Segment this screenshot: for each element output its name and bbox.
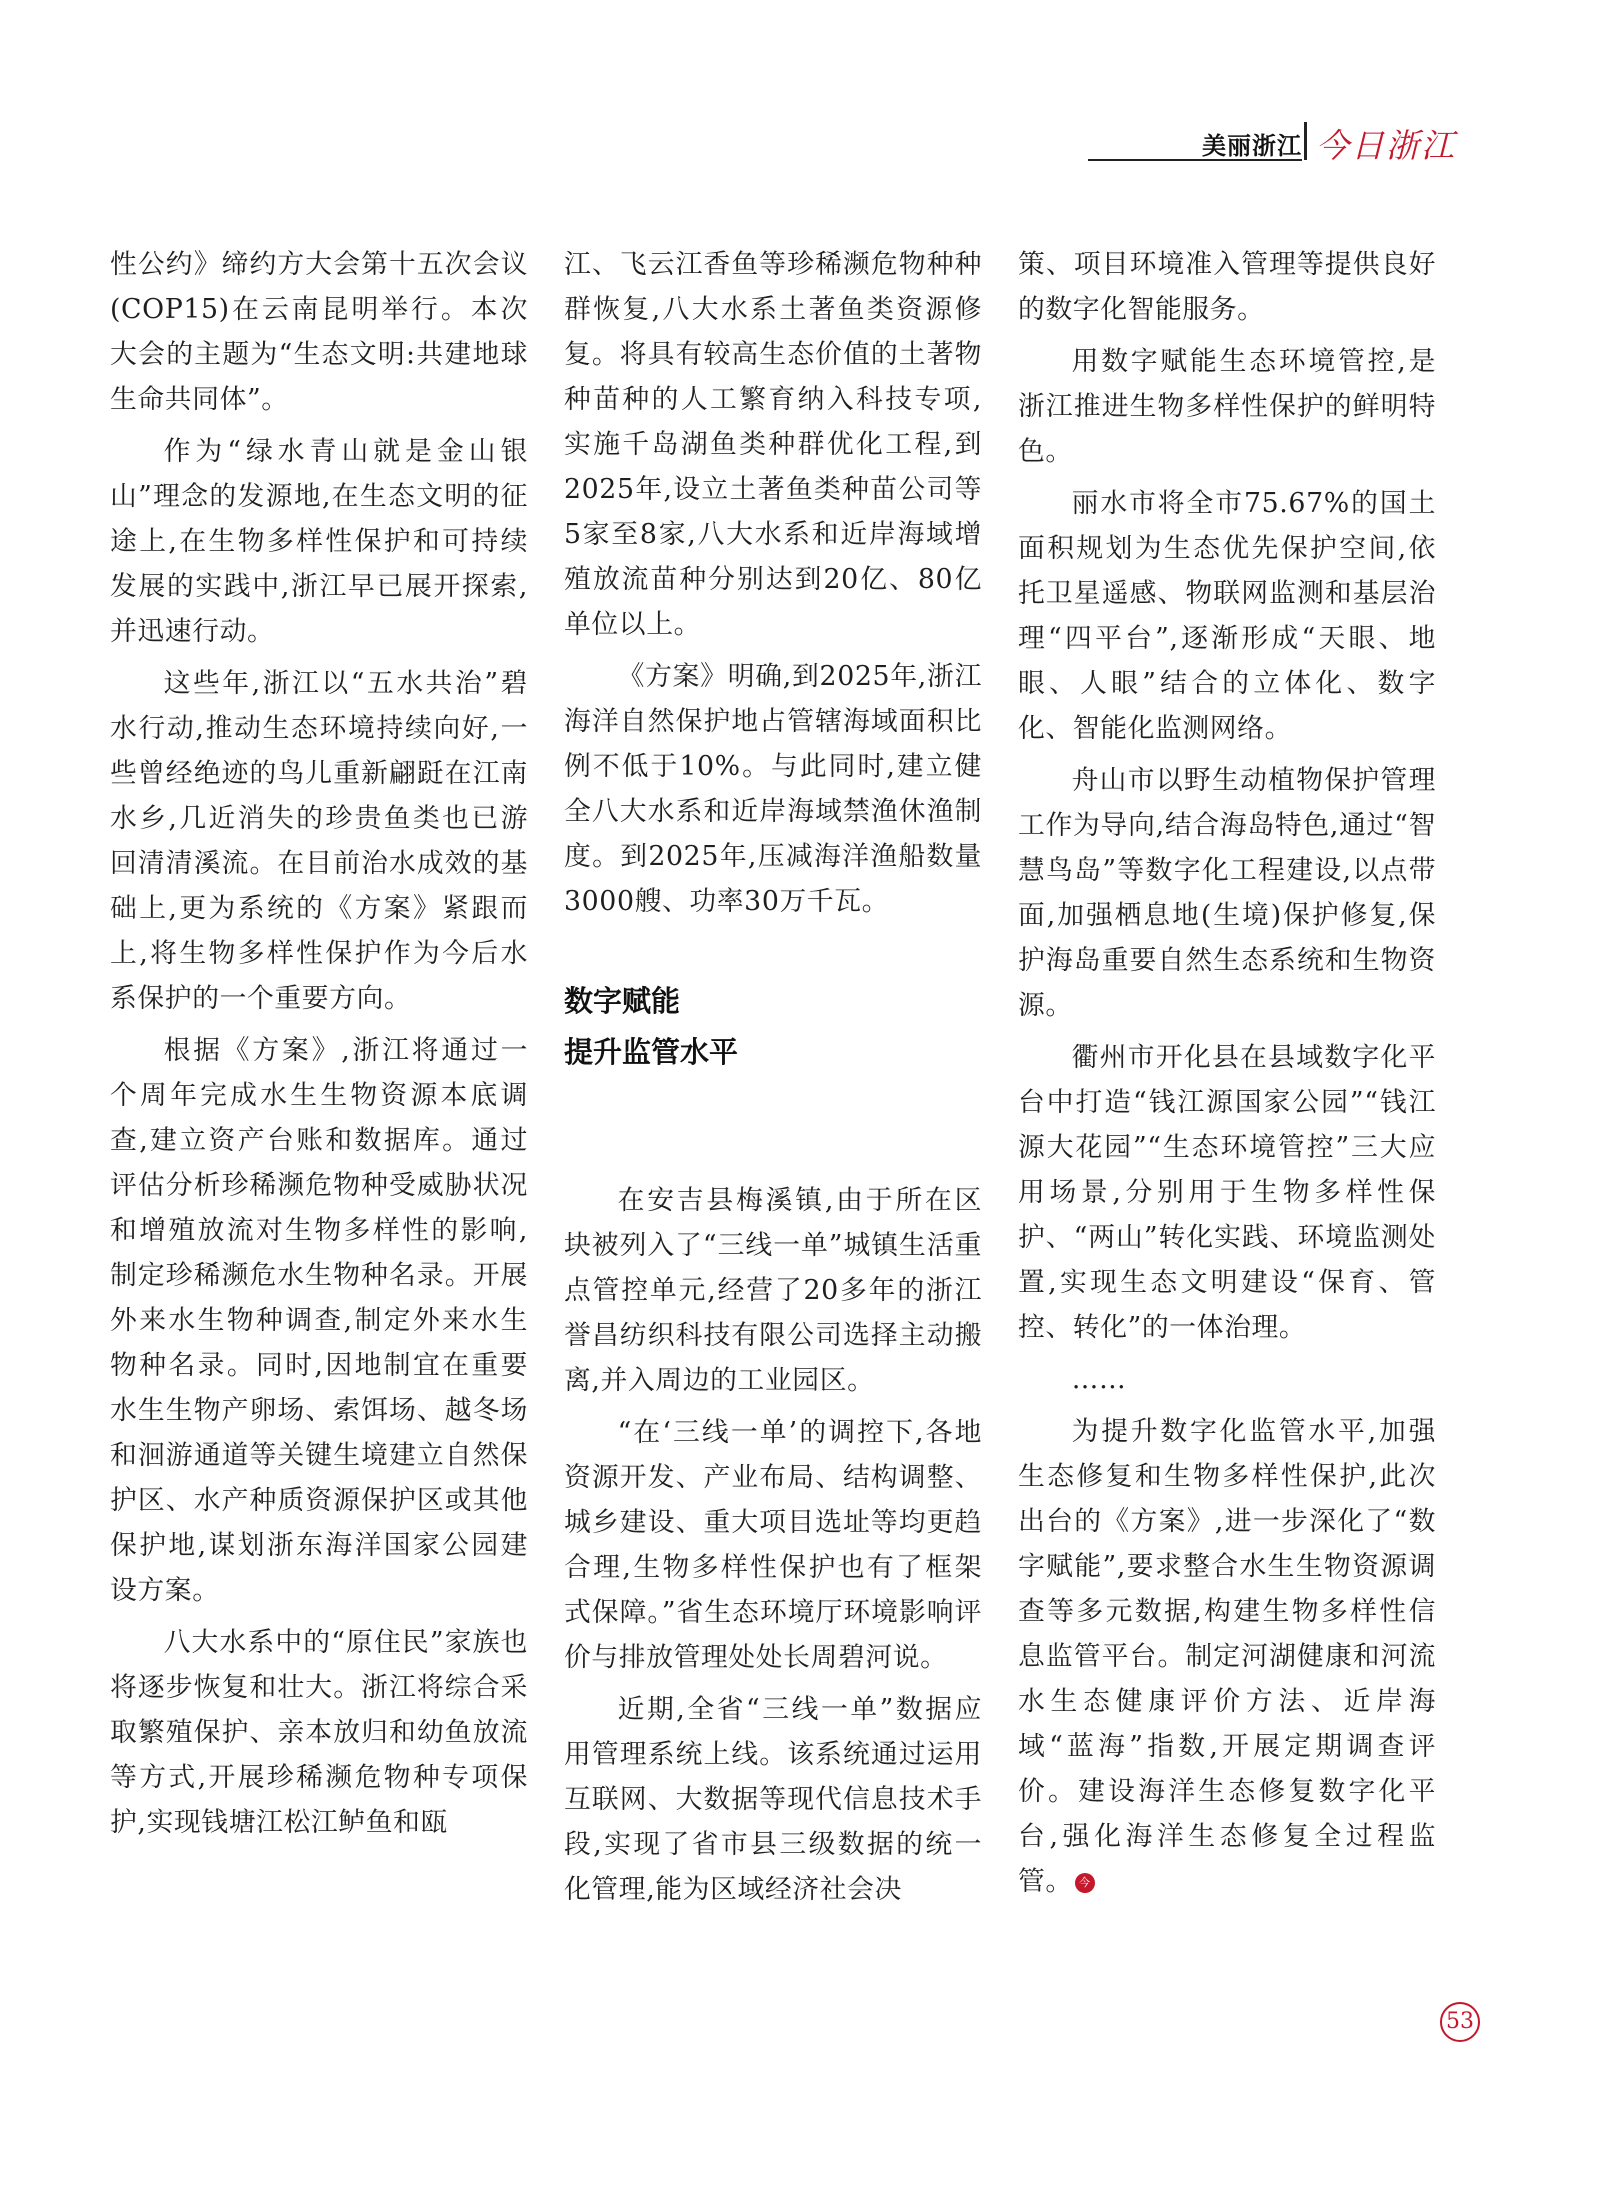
final-paragraph-text: 为提升数字化监管水平,加强生态修复和生物多样性保护,此次出台的《方案》,进一步深化了“数字赋能”,要求整合水生生物资源调查等多元数据,构建生物多样性信息监管平台。制定河湖健康和河流水生态健康评价方法、近岸海域“蓝海”指数,开展定期调查评价。建设海洋生态修复数字化平台,强化海洋生态修复全过程监管。: [1018, 1416, 1436, 1897]
paragraph: 江、飞云江香鱼等珍稀濒危物种种群恢复,八大水系土著鱼类资源修复。将具有较高生态价值的土著物种苗种的人工繁育纳入科技专项,实施千岛湖鱼类种群优化工程,到2025年,设立土著鱼类种苗公司等5家至8家,八大水系和近岸海域增殖放流苗种分别达到20亿、80亿单位以上。: [564, 249, 982, 640]
paragraph: 衢州市开化县在县域数字化平台中打造“钱江源国家公园”“钱江源大花园”“生态环境管控”三大应用场景,分别用于生物多样性保护、“两山”转化实践、环境监测处置,实现生态文明建设“保育、管控、转化”的一体治理。: [1018, 1042, 1436, 1343]
paragraph: 《方案》明确,到2025年,浙江海洋自然保护地占管辖海域面积比例不低于10%。与此同时,建立健全八大水系和近岸海域禁渔休渔制度。到2025年,压减海洋渔船数量3000艘、功率30万千瓦。: [564, 661, 982, 917]
section-heading-line-1: 数字赋能: [564, 984, 681, 1018]
section-heading-line-2: 提升监管水平: [564, 1035, 739, 1069]
paragraph: 性公约》缔约方大会第十五次会议(COP15)在云南昆明举行。本次大会的主题为“生态文明:共建地球生命共同体”。: [110, 249, 528, 415]
final-paragraph: [1018, 1409, 1436, 1904]
paragraph: “在‘三线一单’的调控下,各地资源开发、产业布局、结构调整、城乡建设、重大项目选址等均更趋合理,生物多样性保护也有了框架式保障。”省生态环境厅环境影响评价与排放管理处处长周碧河说。: [564, 1417, 982, 1673]
end-mark-icon: 今: [1075, 1873, 1095, 1893]
paragraph: 用数字赋能生态环境管控,是浙江推进生物多样性保护的鲜明特色。: [1018, 346, 1436, 467]
paragraph: 丽水市将全市75.67%的国土面积规划为生态优先保护空间,依托卫星遥感、物联网监测和基层治理“四平台”,逐渐形成“天眼、地眼、人眼”结合的立体化、数字化、智能化监测网络。: [1018, 488, 1436, 744]
paragraph: 在安吉县梅溪镇,由于所在区块被列入了“三线一单”城镇生活重点管控单元,经营了20多年的浙江誉昌纺织科技有限公司选择主动搬离,并入周边的工业园区。: [564, 1185, 982, 1396]
page-number: 53: [1440, 2002, 1480, 2042]
page-header: [1088, 112, 1488, 172]
header-section-title: 美丽浙江: [1202, 132, 1302, 160]
header-divider: [1304, 122, 1307, 160]
paragraph: 策、项目环境准入管理等提供良好的数字化智能服务。: [1018, 249, 1436, 325]
column-3: [1018, 242, 1436, 1911]
column-2: [564, 242, 982, 1919]
paragraph: 八大水系中的“原住民”家族也将逐步恢复和壮大。浙江将综合采取繁殖保护、亲本放归和幼鱼放流等方式,开展珍稀濒危物种专项保护,实现钱塘江松江鲈鱼和瓯: [110, 1627, 528, 1838]
section-heading: [564, 976, 982, 1078]
paragraph: 近期,全省“三线一单”数据应用管理系统上线。该系统通过运用互联网、大数据等现代信息技术手段,实现了省市县三级数据的统一化管理,能为区域经济社会决: [564, 1694, 982, 1905]
paragraph: 舟山市以野生动植物保护管理工作为导向,结合海岛特色,通过“智慧鸟岛”等数字化工程建设,以点带面,加强栖息地(生境)保护修复,保护海岛重要自然生态系统和生物资源。: [1018, 765, 1436, 1021]
magazine-logo: 今日浙江: [1316, 126, 1456, 165]
paragraph: 这些年,浙江以“五水共治”碧水行动,推动生态环境持续向好,一些曾经绝迹的鸟儿重新翩跹在江南水乡,几近消失的珍贵鱼类也已游回清清溪流。在目前治水成效的基础上,更为系统的《方案》紧跟而上,将生物多样性保护作为今后水系保护的一个重要方向。: [110, 668, 528, 1014]
ellipsis-separator: ……: [1071, 1364, 1127, 1395]
column-1: [110, 242, 528, 1852]
paragraph: 根据《方案》,浙江将通过一个周年完成水生生物资源本底调查,建立资产台账和数据库。通过评估分析珍稀濒危物种受威胁状况和增殖放流对生物多样性的影响,制定珍稀濒危水生物种名录。开展外来水生物种调查,制定外来水生物种名录。同时,因地制宜在重要水生生物产卵场、索饵场、越冬场和洄游通道等关键生境建立自然保护区、水产种质资源保护区或其他保护地,谋划浙东海洋国家公园建设方案。: [110, 1035, 528, 1606]
paragraph: 作为“绿水青山就是金山银山”理念的发源地,在生态文明的征途上,在生物多样性保护和可持续发展的实践中,浙江早已展开探索,并迅速行动。: [110, 436, 528, 647]
